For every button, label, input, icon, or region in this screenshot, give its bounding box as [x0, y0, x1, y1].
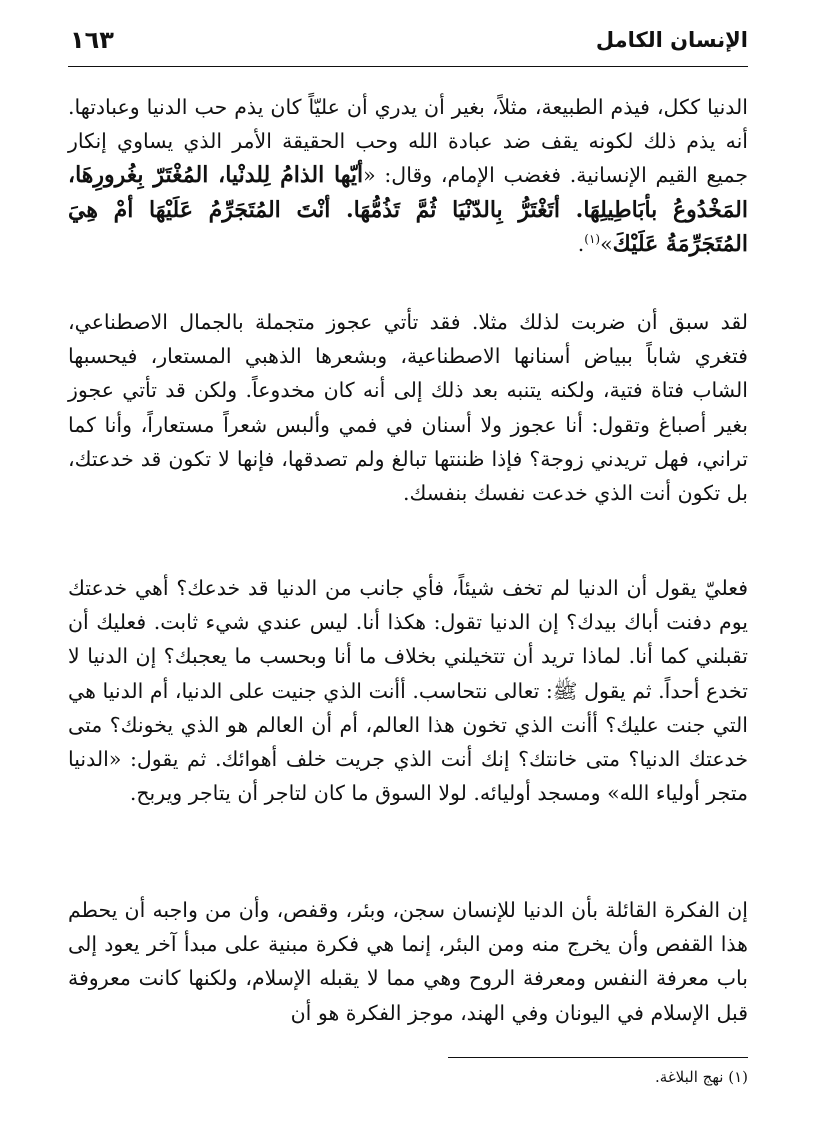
footnote-divider	[448, 1057, 748, 1058]
page-number: ١٦٣	[70, 26, 114, 54]
quote-close: »	[600, 231, 613, 256]
footnote-ref[interactable]: (١)	[584, 231, 601, 246]
paragraph-2: لقد سبق أن ضربت لذلك مثلا. فقد تأتي عجوز متجملة بالجمال الاصطناعي، فتغري شاباً ببياض أسنانها الاصطناعية، وبشعرها الذهبي المستعار، فيحسبها الشاب فتاة فتية، ولكنه يتنبه بعد ذلك إلى أنه كان مخدوعاً. ولكن قد تأتي عجوز بغير أصباغ وتقول: أنا عجوز ولا أسنان في فمي وألبس شعراً مستعاراً، وأنا كما تراني، فهل تريدني زوجة؟ فإذا ظننتها تبالغ ولم تصدقها، فإنها لا تكون قد خدعتك، بل تكون أنت الذي خدعت نفسك بنفسك.	[68, 310, 748, 506]
page-body	[68, 90, 748, 1023]
paragraph-1	[68, 90, 748, 295]
footnote-text: نهج البلاغة.	[655, 1068, 724, 1086]
paragraph-1-end: .	[577, 231, 585, 256]
paragraph-3: فعليّ يقول أن الدنيا لم تخف شيئاً، فأي جانب من الدنيا قد خدعك؟ أهي خدعتك يوم دفنت أباك بيدك؟ إن الدنيا تقول: هكذا أنا. ليس عندي شيء ثابت. فعليك أن تقبلني كما أنا. لماذا تريد أن تتخيلني بخلاف ما أنا وبحسب ما يعجبك؟ إن الدنيا لا تخدع أحداً. ثم يقول ﷺ: تعالى نتحاسب. أأنت الذي جنيت على الدنيا، أم الدنيا هي التي جنت عليك؟ أأنت الذي تخون هذا العالم، أم أن العالم هو الذي يخونك؟ متى خدعتك الدنيا؟ متى خانتك؟ إنك أنت الذي جريت خلف أهوائك. ثم يقول: «الدنيا متجر أولياء الله» ومسجد أوليائه. لولا السوق ما كان لتاجر أن يتاجر ويربح.	[68, 576, 748, 806]
quote-nahj: أيّها الذامُ لِلدنْيا، المُغْتَرّ بِغُرورِهَا، المَخْدُوعُ بأبَاطِيلِهَا. أتَغْتَرُّ بِالدّنْيَا ثُمَّ تَذُمُّهَا. أنْتَ المُتَجَرِّمُ عَلَيْهَا أمْ هِيَ المُتَجَرِّمَةُ عَلَيْكَ	[68, 162, 748, 257]
paragraph-4: إن الفكرة القائلة بأن الدنيا للإنسان سجن، وبئر، وقفص، وأن من واجبه أن يحطم هذا القفص وأن يخرج منه ومن البئر، إنما هي فكرة مبنية على مبدأ آخر يعود إلى باب معرفة النفس ومعرفة الروح وهي مما لا يقبله الإسلام، ولكنها كانت معروفة قبل الإسلام في اليونان وفي الهند، موجز الفكرة هو أن	[68, 898, 748, 1025]
paragraph-1-text: الدنيا ككل، فيذم الطبيعة، مثلاً، بغير أن يدري أن عليّاً كان يذم حب الدنيا وعبادتها. أنه يذم ذلك لكونه يقف ضد عبادة الله وحب الحقيقة الأمر الذي يساوي إنكار جميع القيم الإنسانية. فغضب الإمام، وقال: «	[68, 95, 748, 188]
page-header	[68, 22, 748, 67]
book-title: الإنسان الكامل	[595, 28, 748, 52]
footnote	[655, 1068, 748, 1086]
footnote-marker: (١)	[728, 1068, 748, 1086]
